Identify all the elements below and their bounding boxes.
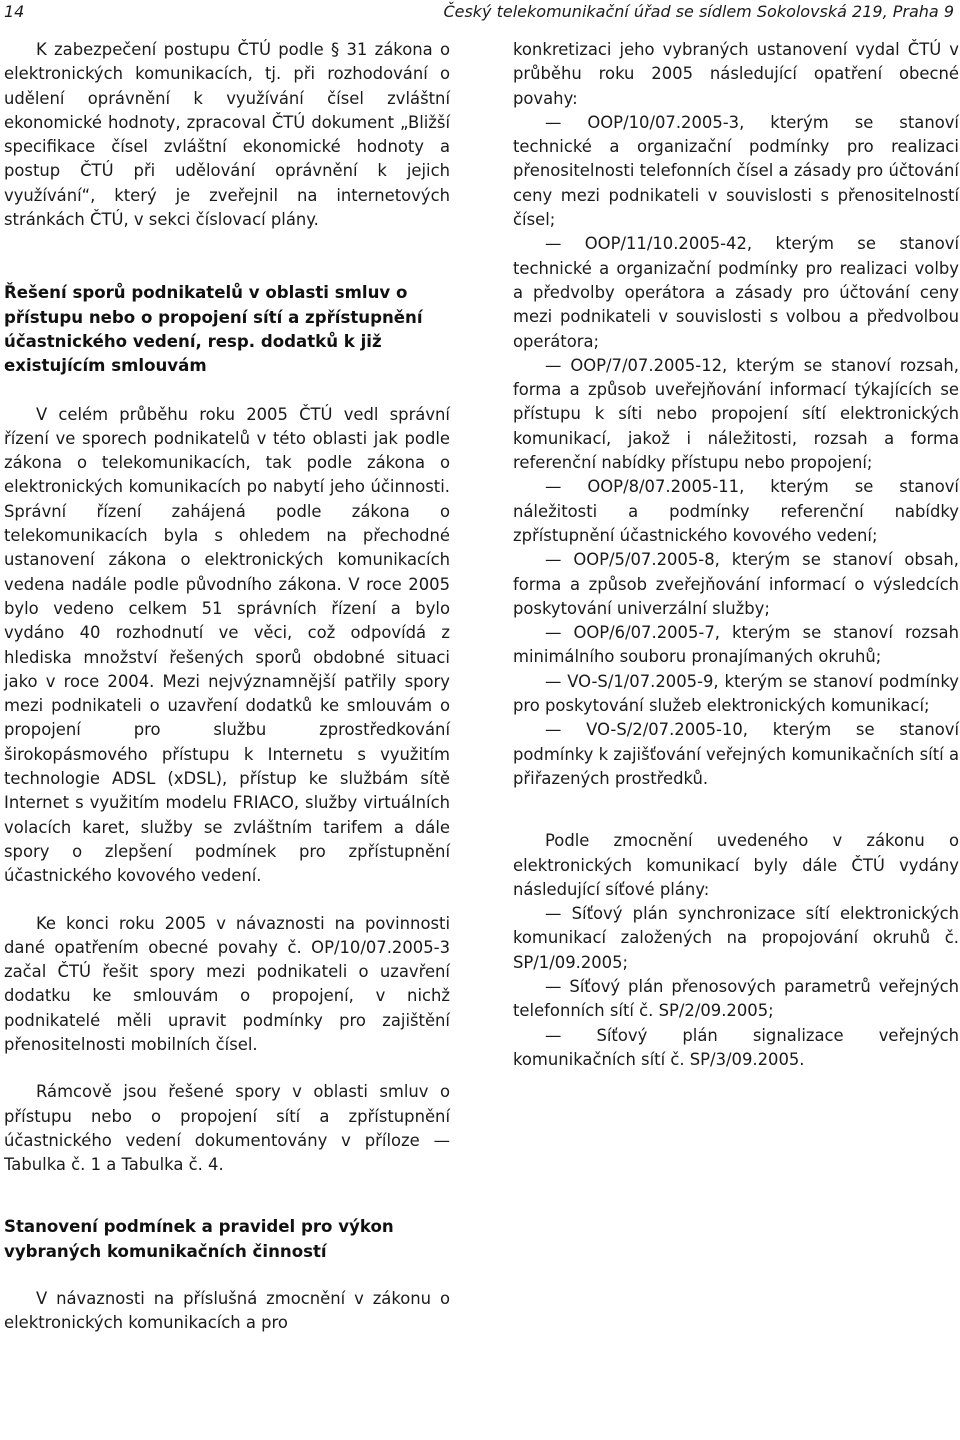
measure-item: — VO-S/2/07.2005-10, kterým se stanoví podmínky k zajišťování veřejných komunikačních sítí a přiřazených prostředků. (513, 720, 959, 788)
page-header (4, 2, 954, 26)
measure-item: — OOP/5/07.2005-8, kterým se stanoví obsah, forma a způsob zveřejňování informací o výsledcích poskytování univerzální služby; (513, 550, 959, 618)
measure-item: — OOP/6/07.2005-7, kterým se stanoví rozsah minimálního souboru pronajímaných okruhů; (513, 623, 959, 667)
paragraph-number-portability: Ke konci roku 2005 v návaznosti na povinnosti dané opatřením obecné povahy č. OP/10/07.2005-3 začal ČTÚ řešit spory mezi podnikateli o uzavření dodatku ke smlouvám o propojení, v nichž podnikatelé měli upravit podmínky pro zajištění přenositelnosti mobilních čísel. (4, 913, 450, 1054)
page-number: 14 (4, 2, 25, 21)
paragraph-conditions-intro: V návaznosti na příslušná zmocnění v zákonu o elektronických komunikacích a pro (4, 1289, 450, 1333)
paragraph-framework-disputes: Rámcově jsou řešené spory v oblasti smluv o přístupu nebo o propojení sítí a zpřístupnění účastnického vedení dokumentovány v příloze — Tabulka č. 1 a Tabulka č. 4. (4, 1082, 450, 1175)
left-column (4, 38, 450, 1336)
right-column (513, 38, 959, 1072)
section-heading-conditions: Stanovení podmínek a pravidel pro výkon vybraných komunikačních činností (4, 1217, 394, 1261)
measure-item: — OOP/11/10.2005-42, kterým se stanoví technické a organizační podmínky pro realizaci volby a předvolby operátora a zásady pro účtování ceny mezi podnikateli v souvislosti s volbou a předvolbou operátora; (513, 234, 959, 351)
paragraph-disputes-2005: V celém průběhu roku 2005 ČTÚ vedl správní řízení ve sporech podnikatelů v této oblasti jak podle zákona o telekomunikacích, tak podle zákona o elektronických komunikacích po nabytí jeho účinnosti. Správní řízení zahájená podle zákona o telekomunikacích byla s ohledem na přechodné ustanovení zákona o elektronických komunikacích vedena nadále podle původního zákona. V roce 2005 bylo vedeno celkem 51 správních řízení a bylo vydáno 40 rozhodnutí ve věci, což odpovídá z hlediska množství řešených sporů obdobné situaci jako v roce 2004. Mezi nejvýznamnější patřily spory mezi podnikateli o uzavření dodatků ke smlouvám o propojení pro službu zprostředkování širokopásmového přístupu k Internetu s využitím technologie ADSL (xDSL), přístup ke službám sítě Internet s využitím modelu FRIACO, služby virtuálních volacích karet, služby se zvláštním tarifem a dále spory o zlepšení podmínek pro zpřístupnění účastnického kovového vedení. (4, 404, 450, 886)
measure-item: — OOP/7/07.2005-12, kterým se stanoví rozsah, forma a způsob uveřejňování informací týkajících se přístupu k síti nebo propojení sítí elektronických komunikací, jakož i náležitosti, rozsah a forma referenční nabídky přístupu nebo propojení; (513, 355, 959, 473)
running-title: Český telekomunikační úřad se sídlem Sokolovská 219, Praha 9 (443, 2, 954, 21)
section-heading-disputes: Řešení sporů podnikatelů v oblasti smluv o přístupu nebo o propojení sítí a zpřístupnění účastnického vedení, resp. dodatků k již existujícím smlouvám (4, 283, 423, 376)
network-plan-item: — Síťový plán signalizace veřejných komunikačních sítí č. SP/3/09.2005. (513, 1025, 959, 1069)
measure-item: — OOP/8/07.2005-11, kterým se stanoví náležitosti a podmínky referenční nabídky zpřístupnění účastnického kovového vedení; (513, 477, 959, 545)
measure-item: — OOP/10/07.2005-3, kterým se stanoví technické a organizační podmínky pro realizaci přenositelnosti telefonních čísel a zásady pro účtování ceny mezi podnikateli v souvislosti s přenositelností čísel; (513, 112, 959, 230)
paragraph-numbering-intro: K zabezpečení postupu ČTÚ podle § 31 zákona o elektronických komunikacích, tj. při rozhodování o udělení oprávnění k využívání čísel zvláštní ekonomické hodnoty, zpracoval ČTÚ dokument „Bližší specifikace čísel zvláštní ekonomické hodnoty a postup ČTÚ při udělování oprávnění k jejich využívání“, který je zveřejnil na internetových stránkách ČTÚ, v sekci číslovací plány. (4, 40, 450, 230)
network-plan-item: — Síťový plán přenosových parametrů veřejných telefonních sítí č. SP/2/09.2005; (513, 976, 959, 1021)
measure-item: — VO-S/1/07.2005-9, kterým se stanoví podmínky pro poskytování služeb elektronických komunikací; (513, 671, 959, 716)
paragraph-measures-intro: konkretizaci jeho vybraných ustanovení vydal ČTÚ v průběhu roku 2005 následující opatření obecné povahy: (513, 40, 959, 108)
paragraph-network-plans-intro: Podle zmocnění uvedeného v zákonu o elektronických komunikací byly dále ČTÚ vydány následující síťové plány: (513, 831, 959, 899)
network-plan-item: — Síťový plán synchronizace sítí elektronických komunikací založených na propojování okruhů č. SP/1/09.2005; (513, 904, 959, 972)
